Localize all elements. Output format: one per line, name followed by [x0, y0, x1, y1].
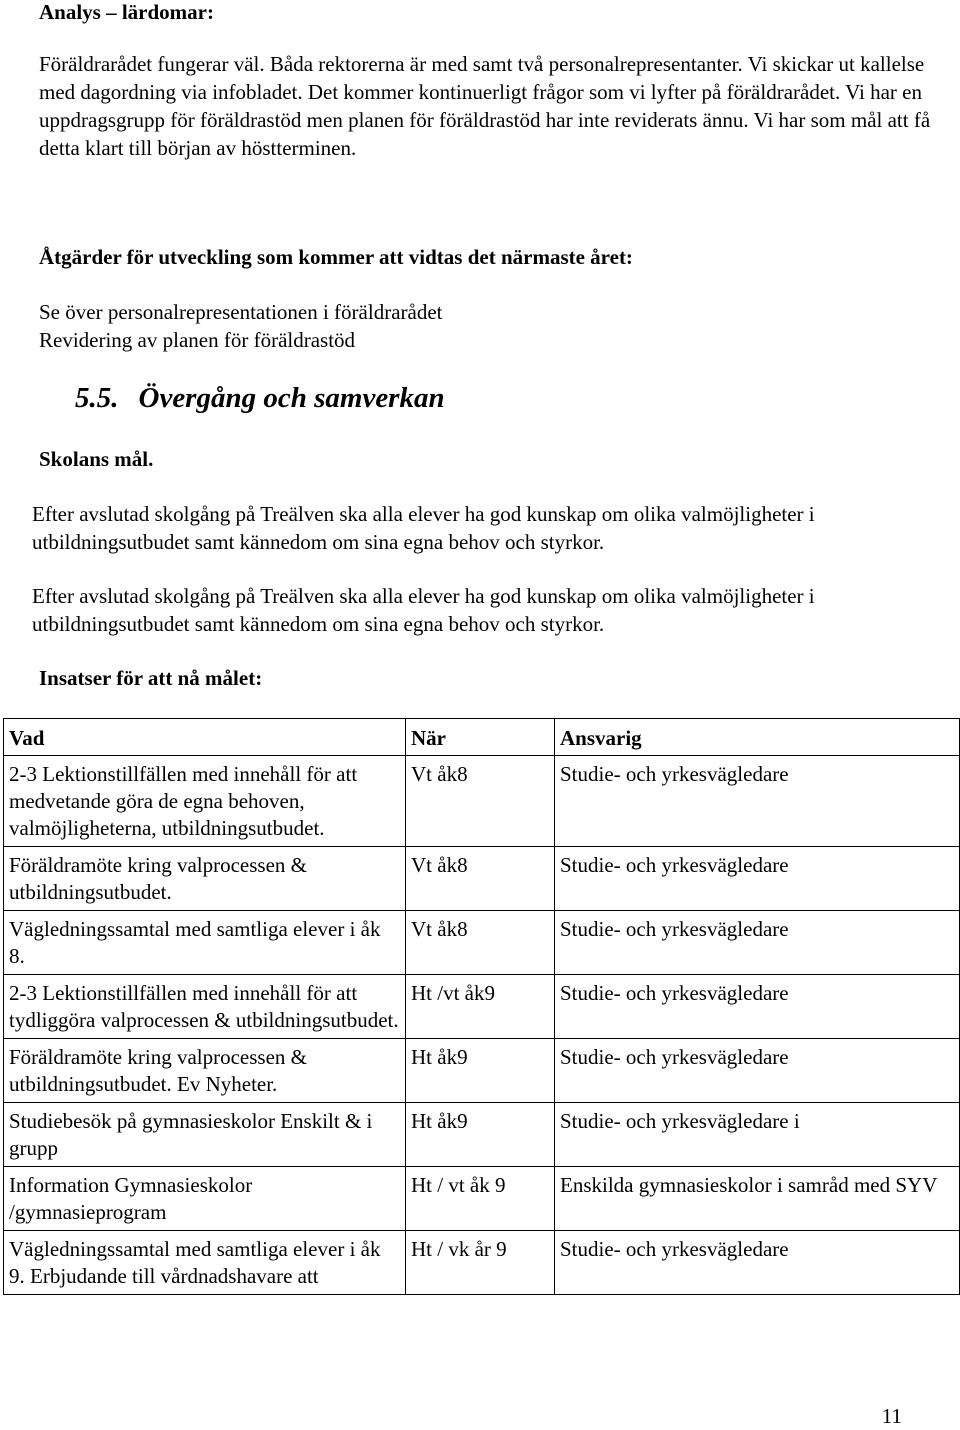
table-row — [4, 1231, 960, 1295]
table-row — [4, 975, 960, 1039]
cell-responsible: Studie- och yrkesvägledare i — [555, 1103, 960, 1167]
actions-heading: Åtgärder för utveckling som kommer att vidtas det närmaste året: — [39, 245, 633, 269]
section-title — [75, 380, 445, 416]
cell-what: Studiebesök på gymnasieskolor Enskilt & i grupp — [4, 1103, 406, 1167]
efforts-table — [3, 718, 960, 1295]
header-what: Vad — [4, 719, 406, 756]
table-row — [4, 911, 960, 975]
cell-when: Ht åk9 — [406, 1103, 555, 1167]
table-row — [4, 1103, 960, 1167]
analysis-heading: Analys – lärdomar: — [39, 0, 214, 24]
cell-responsible: Studie- och yrkesvägledare — [555, 975, 960, 1039]
page-number: 11 — [881, 1404, 902, 1428]
goal-paragraph: Efter avslutad skolgång på Treälven ska alla elever ha god kunskap om olika valmöjligheter i utbildningsutbudet samt kännedom om sina egna behov och styrkor. — [32, 584, 815, 636]
cell-responsible: Studie- och yrkesvägledare — [555, 1039, 960, 1103]
cell-when: Ht / vk år 9 — [406, 1231, 555, 1295]
cell-what: Information Gymnasieskolor /gymnasieprogram — [4, 1167, 406, 1231]
table-row — [4, 1039, 960, 1103]
efforts-heading: Insatser för att nå målet: — [39, 666, 263, 690]
cell-what: Vägledningssamtal med samtliga elever i åk 8. — [4, 911, 406, 975]
cell-what: Föräldramöte kring valprocessen & utbildningsutbudet. — [4, 847, 406, 911]
table-row — [4, 847, 960, 911]
cell-when: Ht åk9 — [406, 1039, 555, 1103]
cell-responsible: Enskilda gymnasieskolor i samråd med SYV — [555, 1167, 960, 1231]
cell-when: Vt åk8 — [406, 756, 555, 847]
table-row — [4, 1167, 960, 1231]
cell-responsible: Studie- och yrkesvägledare — [555, 756, 960, 847]
cell-when: Vt åk8 — [406, 911, 555, 975]
cell-responsible: Studie- och yrkesvägledare — [555, 847, 960, 911]
section-number: 5.5. — [75, 382, 119, 414]
cell-what: Vägledningssamtal med samtliga elever i åk 9. Erbjudande till vårdnadshavare att — [4, 1231, 406, 1295]
cell-responsible: Studie- och yrkesvägledare — [555, 911, 960, 975]
cell-when: Vt åk8 — [406, 847, 555, 911]
goal-paragraph: Efter avslutad skolgång på Treälven ska alla elever ha god kunskap om olika valmöjligheter i utbildningsutbudet samt kännedom om sina egna behov och styrkor. — [32, 502, 815, 554]
cell-responsible: Studie- och yrkesvägledare — [555, 1231, 960, 1295]
action-item: Se över personalrepresentationen i föräldrarådet — [39, 300, 443, 324]
section-title-text: Övergång och samverkan — [138, 382, 445, 414]
cell-what: 2-3 Lektionstillfällen med innehåll för att tydliggöra valprocessen & utbildningsutbudet. — [4, 975, 406, 1039]
cell-what: Föräldramöte kring valprocessen & utbildningsutbudet. Ev Nyheter. — [4, 1039, 406, 1103]
analysis-paragraph: Föräldrarådet fungerar väl. Båda rektorerna är med samt två personalrepresentanter. Vi skickar ut kallelse med dagordning via infobladet. Det kommer kontinuerligt frågor som vi lyfter på föräldrarådet. Vi har en uppdragsgrupp för föräldrastöd men planen för föräldrastöd har inte reviderats ännu. Vi har som mål att få detta klart till början av höstterminen. — [39, 52, 931, 160]
table-header-row — [4, 719, 960, 756]
cell-when: Ht /vt åk9 — [406, 975, 555, 1039]
table-row — [4, 756, 960, 847]
cell-what: 2-3 Lektionstillfällen med innehåll för att medvetande göra de egna behoven, valmöjligheterna, utbildningsutbudet. — [4, 756, 406, 847]
header-when: När — [406, 719, 555, 756]
header-responsible: Ansvarig — [555, 719, 960, 756]
action-item: Revidering av planen för föräldrastöd — [39, 328, 356, 352]
actions-list — [39, 298, 442, 354]
cell-when: Ht / vt åk 9 — [406, 1167, 555, 1231]
goals-heading: Skolans mål. — [39, 447, 154, 471]
